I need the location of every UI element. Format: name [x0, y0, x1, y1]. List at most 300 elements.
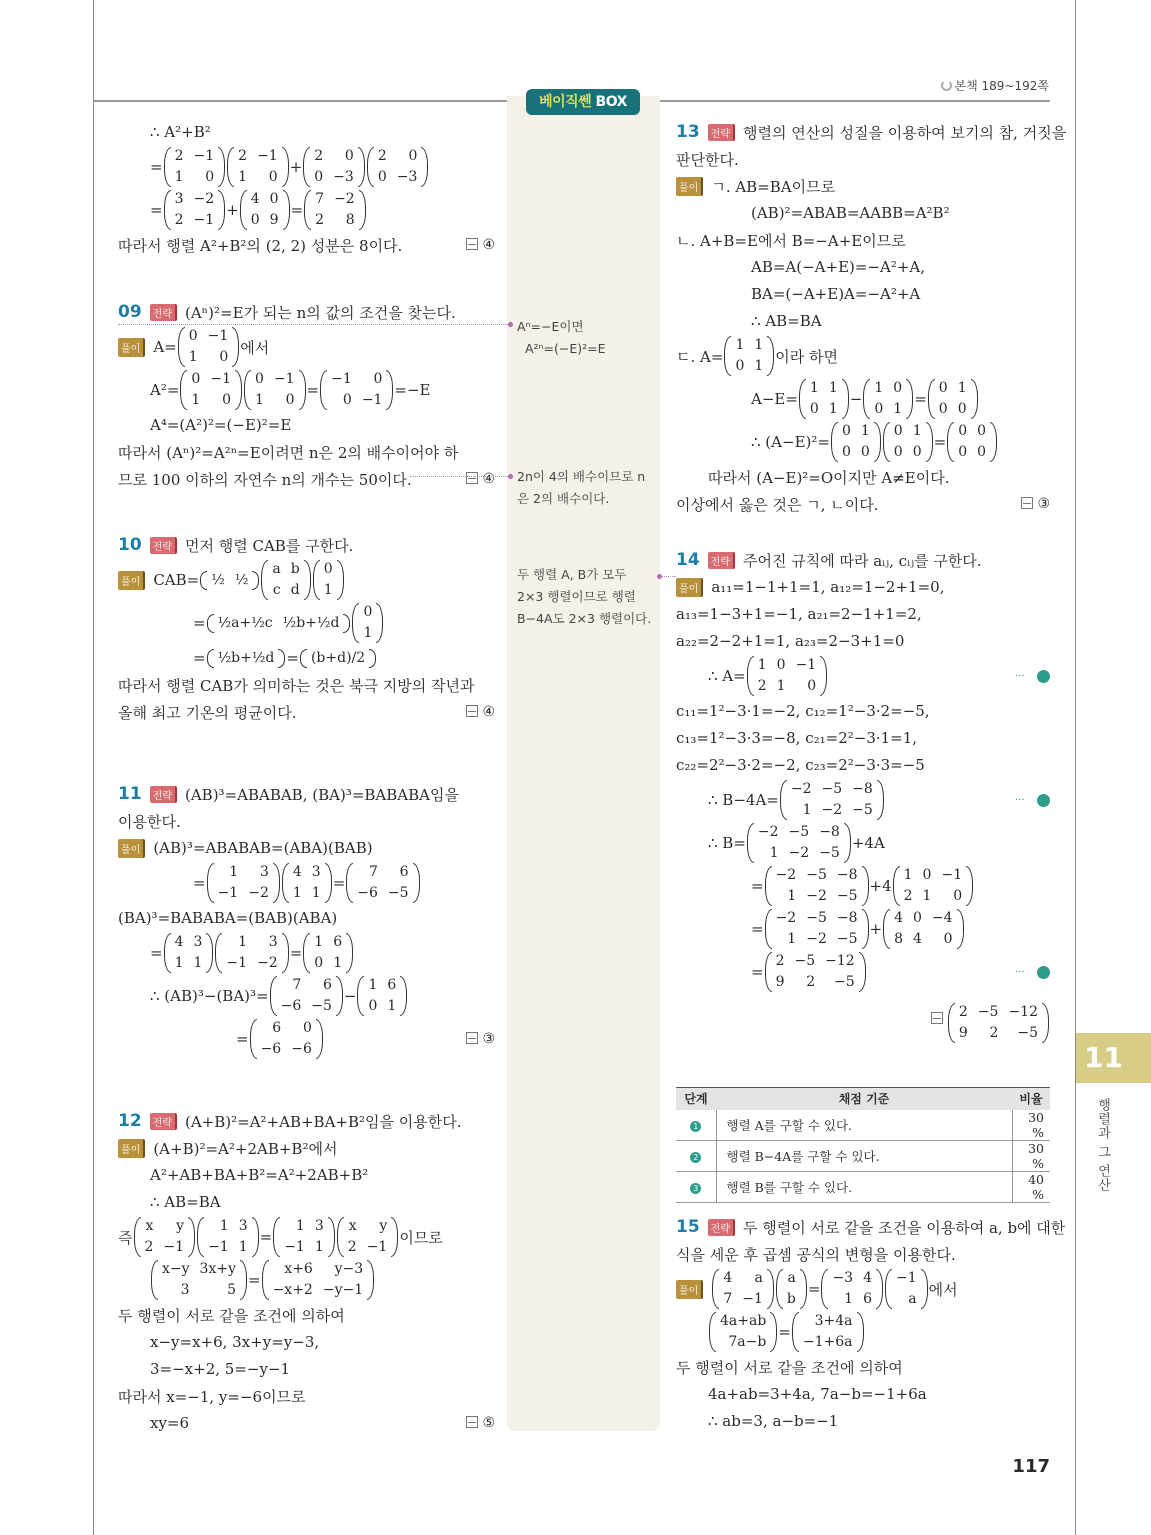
- solution-line: [676, 908, 1050, 950]
- matrix: [821, 1268, 883, 1310]
- math-text: 따라서 행렬 A²+B²의 (2, 2) 성분은 8이다.: [118, 236, 403, 255]
- math-text: =: [290, 201, 304, 219]
- matrix-entry: −1: [896, 1270, 917, 1286]
- matrix-entry: 1: [769, 845, 779, 861]
- matrix: [357, 975, 407, 1017]
- matrix-entry: 0: [957, 401, 967, 417]
- matrix-grid: [753, 655, 821, 697]
- math-text: 판단한다.: [676, 150, 739, 169]
- matrix: [799, 378, 849, 420]
- matrix: [883, 421, 933, 463]
- math-text: =: [150, 944, 163, 962]
- matrix-entry: d: [290, 582, 300, 598]
- matrix-entry: 1: [844, 1291, 854, 1307]
- matrix-entry: −1: [941, 867, 963, 883]
- matrix-entry: 1: [254, 392, 264, 408]
- matrix: [207, 648, 286, 669]
- matrix-entry: −2: [193, 191, 215, 207]
- math-text: A−E=: [751, 390, 798, 408]
- math-text: A⁴=(A²)²=(−E)²=E: [150, 416, 292, 434]
- math-text: 이상에서 옳은 것은 ㄱ, ㄴ이다.: [676, 495, 879, 514]
- problem-15: [676, 1213, 1066, 1435]
- matrix-grid: [753, 822, 845, 864]
- matrix-grid: [771, 908, 863, 950]
- score-criteria: 행렬 B를 구할 수 있다.: [716, 1171, 1012, 1202]
- matrix: [367, 146, 429, 188]
- matrix-entry: 6: [863, 1291, 872, 1307]
- matrix: [747, 822, 851, 864]
- matrix: [303, 146, 365, 188]
- solution-tag: 풀이: [118, 1139, 145, 1158]
- side-note-line: Aⁿ=−E이면: [517, 319, 584, 334]
- matrix-entry: 6: [399, 864, 409, 880]
- solution-line: [118, 1135, 495, 1161]
- step-circle: 3: [690, 1183, 701, 1194]
- matrix-entry: 0: [841, 423, 851, 439]
- math-text: =: [193, 614, 206, 632]
- matrix-entry: 0: [222, 392, 231, 408]
- answer-mark: [931, 1002, 1050, 1044]
- matrix-grid: [233, 146, 283, 188]
- matrix-entry: −1: [331, 371, 352, 387]
- matrix-entry: 0: [268, 169, 278, 185]
- matrix-entry: 4: [913, 931, 922, 947]
- strategy-tag: 전략: [150, 786, 177, 803]
- matrix-entry: 1: [754, 358, 764, 374]
- math-text: ∴ (A−E)²=: [751, 433, 830, 451]
- math-text: =: [248, 1271, 261, 1289]
- matrix-entry: 4a+ab: [720, 1313, 767, 1329]
- matrix-grid: [221, 932, 282, 974]
- math-text: ∴ A=: [708, 667, 746, 685]
- matrix-entry: 2: [144, 1239, 154, 1255]
- matrix-grid: [206, 570, 253, 591]
- matrix-grid: [934, 378, 972, 420]
- matrix-entry: 1: [238, 934, 248, 950]
- strategy-text: 먼저 행렬 CAB를 구한다.: [185, 536, 354, 555]
- matrix-entry: 1: [174, 169, 184, 185]
- matrix: [261, 559, 310, 601]
- score-step: [676, 1171, 716, 1202]
- problem-number: 12: [118, 1111, 142, 1131]
- matrix-grid: [250, 369, 300, 411]
- matrix-entry: −2: [788, 845, 810, 861]
- matrix-entry: 6: [322, 977, 332, 993]
- matrix-grid: [186, 369, 236, 411]
- score-ratio: 30 %: [1012, 1110, 1050, 1141]
- matrix-entry: 4: [863, 1270, 872, 1286]
- matrix: [831, 421, 881, 463]
- math-text: ∴ AB=BA: [751, 312, 822, 330]
- matrix-entry: −1: [284, 1239, 305, 1255]
- side-note: [517, 316, 657, 360]
- matrix-entry: 2: [377, 148, 387, 164]
- answer-icon: [931, 1012, 943, 1024]
- side-note: [517, 564, 657, 630]
- matrix: [244, 369, 306, 411]
- math-text: (BA)³=BABABA=(BAB)(ABA): [118, 909, 338, 927]
- matrix-entry: 1: [292, 885, 302, 901]
- matrix-entry: 1: [735, 337, 745, 353]
- step-marker: ··· 2: [1037, 794, 1050, 807]
- math-text: 두 행렬이 서로 같을 조건에 의하여: [118, 1306, 345, 1325]
- math-text: BA=(−A+E)A=−A²+A: [751, 285, 921, 303]
- matrix-entry: 1: [387, 998, 397, 1014]
- matrix-entry: 2: [315, 212, 325, 228]
- matrix-entry: 0: [860, 444, 870, 460]
- math-text: ㄷ. A=: [676, 347, 724, 366]
- matrix: [215, 932, 288, 974]
- matrix-grid: [170, 146, 220, 188]
- problem-number: 10: [118, 535, 142, 555]
- solution-line: [118, 1189, 495, 1215]
- solution-tag: 풀이: [676, 177, 703, 196]
- matrix-entry: −2: [757, 824, 779, 840]
- problem-number: 14: [676, 550, 700, 570]
- matrix-grid: [157, 1259, 241, 1301]
- solution-line: [676, 822, 1050, 864]
- matrix-entry: 0: [368, 998, 378, 1014]
- matrix-entry: 1: [314, 1239, 324, 1255]
- chapter-tab: 11: [1076, 1033, 1151, 1083]
- matrix: [164, 146, 226, 188]
- math-text: 즉: [118, 1228, 133, 1247]
- answer-icon: [466, 1032, 478, 1044]
- math-text: =: [150, 158, 163, 176]
- matrix-entry: −8: [819, 824, 840, 840]
- problem-heading: [118, 1108, 495, 1134]
- matrix-entry: −5: [311, 998, 332, 1014]
- problem-heading: [676, 547, 1050, 573]
- matrix-entry: 1: [957, 380, 967, 396]
- matrix-grid: [798, 1311, 858, 1353]
- math-text: =: [751, 877, 764, 895]
- scoring-table: [676, 1087, 1050, 1203]
- math-text: +4A: [851, 834, 885, 852]
- matrix-entry: 1: [757, 657, 767, 673]
- side-note-line: 2n이 4의 배수이므로 n: [517, 469, 646, 484]
- matrix: [893, 865, 973, 907]
- matrix-grid: [889, 421, 927, 463]
- math-text: a₁₁=1−1+1=1, a₁₂=1−2+1=0,: [711, 578, 945, 596]
- matrix-entry: −1: [217, 885, 239, 901]
- matrix-entry: 1: [229, 864, 239, 880]
- matrix-entry: −5: [834, 974, 855, 990]
- matrix: [207, 613, 351, 634]
- math-text: c₁₁=1²−3·1=−2, c₁₂=1²−3·2=−5,: [676, 702, 930, 720]
- math-text: 따라서 (A−E)²=O이지만 A≠E이다.: [708, 468, 950, 487]
- problem-08: [118, 118, 495, 259]
- solution-line: [676, 200, 1050, 226]
- problem-number: 09: [118, 302, 142, 322]
- matrix-entry: −8: [836, 867, 858, 883]
- matrix-grid: [170, 189, 220, 231]
- matrix-entry: 9: [775, 974, 785, 990]
- side-note-line: 두 행렬 A, B가 모두: [517, 567, 627, 582]
- math-text: A=: [153, 338, 177, 356]
- math-text: ∴ B=: [708, 834, 746, 852]
- matrix-entry: 1: [219, 1218, 229, 1234]
- matrix-entry: 4: [174, 934, 184, 950]
- matrix-grid: [326, 369, 387, 411]
- matrix-entry: 0: [958, 444, 968, 460]
- solution-tag: 풀이: [676, 1280, 703, 1299]
- math-text: =: [807, 1280, 821, 1298]
- matrix-entry: −2: [334, 191, 355, 207]
- solution-line: [118, 1410, 495, 1436]
- header-ratio: 비율: [1012, 1088, 1050, 1110]
- problem-number: 13: [676, 122, 700, 142]
- matrix-entry: ½: [234, 571, 249, 588]
- matrix-entry: −1: [273, 371, 295, 387]
- matrix-grid: [953, 421, 991, 463]
- matrix-entry: 1: [893, 401, 903, 417]
- matrix-entry: 1: [874, 380, 884, 396]
- matrix-entry: 8: [894, 931, 903, 947]
- matrix-entry: (b+d)/2: [310, 649, 366, 666]
- matrix-entry: 3x+y: [199, 1261, 236, 1277]
- matrix-entry: 0: [938, 380, 948, 396]
- problem-11: [118, 780, 495, 1061]
- matrix-entry: 0: [977, 444, 987, 460]
- note-connector: [660, 576, 676, 577]
- matrix-entry: 9: [269, 212, 279, 228]
- matrix-entry: −3: [396, 169, 418, 185]
- matrix-entry: 7: [723, 1291, 733, 1307]
- solution-line: [676, 725, 1050, 751]
- matrix-grid: [363, 975, 401, 1017]
- math-text: =: [751, 963, 764, 981]
- math-text: c₁₃=1²−3·3=−8, c₂₁=2²−3·1=1,: [676, 729, 918, 747]
- solution-line: [118, 975, 495, 1017]
- matrix: [134, 1216, 196, 1258]
- solution-line: [676, 601, 1050, 627]
- strategy-tag: 전략: [708, 552, 735, 569]
- matrix-entry: b: [290, 561, 300, 577]
- strategy-text: (A+B)²=A²+AB+BA+B²임을 이용한다.: [185, 1112, 462, 1131]
- step-circle: 1: [690, 1121, 701, 1132]
- matrix: [346, 862, 419, 904]
- solution-line: [118, 1383, 495, 1409]
- matrix-entry: 0: [922, 867, 932, 883]
- matrix: [262, 1259, 375, 1301]
- strategy-text: (AB)³=ABABAB, (BA)³=BABABA임을: [185, 785, 459, 804]
- matrix-grid: [718, 1268, 768, 1310]
- matrix-entry: 0: [408, 148, 418, 164]
- matrix-entry: −5: [836, 931, 858, 947]
- matrix-entry: y−3: [334, 1261, 364, 1277]
- math-text: (A+B)²=A²+2AB+B²에서: [153, 1139, 338, 1158]
- matrix-entry: 1: [314, 934, 324, 950]
- matrix-entry: −1+6a: [802, 1334, 853, 1350]
- math-text: a₁₃=1−3+1=−1, a₂₁=2−1+1=2,: [676, 605, 922, 623]
- math-text: ㄴ. A+B=E에서 B=−A+E이므로: [676, 231, 906, 250]
- solution-line: [676, 1241, 1050, 1267]
- solution-line: [118, 1329, 495, 1355]
- problem-13: [676, 118, 1067, 518]
- matrix-entry: 1: [323, 582, 333, 598]
- matrix: [282, 862, 332, 904]
- math-text: =: [933, 433, 947, 451]
- math-text: ∴ ab=3, a−b=−1: [708, 1412, 839, 1430]
- math-text: A²+AB+BA+B²=A²+2AB+B²: [150, 1166, 369, 1184]
- matrix-entry: −1: [163, 1239, 185, 1255]
- math-text: +: [289, 158, 303, 176]
- matrix-grid: [276, 975, 337, 1017]
- matrix-grid: [213, 613, 345, 634]
- matrix-entry: a: [272, 561, 281, 577]
- solution-line: [118, 672, 495, 698]
- matrix-grid: [837, 421, 875, 463]
- matrix-entry: 5: [227, 1282, 236, 1298]
- matrix-entry: −6: [357, 885, 378, 901]
- matrix: [776, 1268, 807, 1310]
- problem-heading: [118, 781, 495, 807]
- page-number: 117: [1012, 1456, 1050, 1477]
- matrix-entry: 2: [757, 678, 767, 694]
- matrix-entry: −1: [207, 328, 229, 344]
- matrix: [780, 779, 884, 821]
- matrix: [164, 932, 214, 974]
- matrix-entry: c: [272, 582, 281, 598]
- matrix: [227, 146, 289, 188]
- matrix: [151, 1259, 247, 1301]
- matrix-entry: 1: [828, 401, 838, 417]
- math-text: +: [226, 201, 239, 219]
- math-text: =: [751, 920, 764, 938]
- matrix-entry: −x+2: [272, 1282, 313, 1298]
- reference-icon: [941, 80, 952, 91]
- solution-line: [118, 835, 495, 861]
- matrix-entry: 7a−b: [728, 1334, 767, 1350]
- matrix: [164, 189, 226, 231]
- strategy-text: (Aⁿ)²=E가 되는 n의 값의 조건을 찾는다.: [185, 303, 456, 322]
- answer-icon: [466, 705, 478, 717]
- solution-line: [676, 865, 1050, 907]
- matrix: [180, 369, 242, 411]
- matrix-entry: 0: [958, 423, 968, 439]
- matrix: [303, 932, 353, 974]
- matrix-entry: 4: [723, 1270, 733, 1286]
- score-ratio: 40 %: [1012, 1171, 1050, 1202]
- matrix-entry: 0: [342, 392, 352, 408]
- matrix-entry: 0: [874, 401, 884, 417]
- math-text: ㄱ. AB=BA이므로: [711, 177, 836, 196]
- matrix: [863, 378, 913, 420]
- matrix: [352, 602, 383, 644]
- matrix-entry: 1: [809, 380, 819, 396]
- matrix-entry: −8: [836, 910, 858, 926]
- textbook-reference: 본책 189~192쪽: [941, 77, 1049, 94]
- page-right-border: [1075, 0, 1076, 1535]
- matrix-entry: 0: [809, 401, 819, 417]
- matrix-entry: −12: [1008, 1004, 1038, 1020]
- strategy-text: 행렬의 연산의 성질을 이용하여 보기의 참, 거짓을: [743, 123, 1067, 142]
- solution-tag: 풀이: [676, 578, 703, 597]
- solution-line: [676, 1354, 1050, 1380]
- solution-line: [118, 1259, 495, 1301]
- matrix-entry: 7: [369, 864, 378, 880]
- score-row: [676, 1171, 1050, 1202]
- solution-line: [676, 752, 1050, 778]
- matrix-entry: 1: [368, 977, 378, 993]
- solution-line: [118, 1018, 495, 1060]
- matrix-entry: 0: [344, 148, 354, 164]
- solution-line: [118, 232, 495, 258]
- matrix-entry: −2: [257, 955, 278, 971]
- math-text: =: [236, 1030, 249, 1048]
- solution-line: [676, 491, 1050, 517]
- math-text: −: [343, 987, 357, 1005]
- solution-line: [676, 574, 1050, 600]
- matrix: [709, 1311, 777, 1353]
- matrix-entry: 9: [958, 1025, 968, 1041]
- matrix-entry: −3: [832, 1270, 854, 1286]
- matrix-entry: −1: [742, 1291, 763, 1307]
- matrix-entry: 4: [894, 910, 903, 926]
- matrix-entry: 0: [735, 358, 745, 374]
- matrix-grid: [288, 862, 326, 904]
- matrix-entry: 3: [311, 864, 321, 880]
- basic-box-badge: 베이직쎈 BOX: [526, 89, 640, 115]
- solution-line: [118, 146, 495, 188]
- matrix-grid: [213, 648, 280, 669]
- solution-line: [118, 326, 495, 368]
- matrix-entry: 0: [912, 444, 922, 460]
- matrix-entry: 3: [268, 934, 278, 950]
- strategy-text: 주어진 규칙에 따라 aᵢⱼ, cᵢⱼ를 구한다.: [743, 551, 982, 570]
- problem-heading: [118, 299, 495, 325]
- solution-line: [118, 699, 495, 725]
- math-text: 이용한다.: [118, 812, 181, 831]
- matrix-entry: 3+4a: [814, 1313, 853, 1329]
- solution-line: [676, 1268, 1050, 1310]
- basic-box-column: [507, 96, 660, 1431]
- note-connector: [410, 476, 510, 477]
- matrix-entry: 0: [269, 191, 279, 207]
- matrix-grid: [267, 559, 304, 601]
- matrix: [765, 908, 869, 950]
- math-text: ∴ B−4A=: [708, 791, 779, 809]
- matrix-entry: 1: [333, 955, 343, 971]
- matrix-entry: y: [379, 1218, 388, 1234]
- solution-line: [118, 1162, 495, 1188]
- strategy-tag: 전략: [708, 1219, 735, 1236]
- matrix-grid: [352, 862, 413, 904]
- matrix-grid: [319, 559, 338, 601]
- matrix-grid: [309, 932, 347, 974]
- math-text: =: [778, 1323, 791, 1341]
- solution-line: [676, 994, 1050, 1044]
- solution-line: [676, 698, 1050, 724]
- matrix-entry: 6: [272, 1020, 282, 1036]
- page-left-border: [93, 0, 94, 1535]
- solution-line: [118, 439, 495, 465]
- matrix-entry: 0: [188, 328, 198, 344]
- matrix-entry: 0: [893, 423, 903, 439]
- matrix-entry: −5: [806, 867, 827, 883]
- matrix-entry: −2: [806, 931, 827, 947]
- math-text: =: [306, 381, 320, 399]
- side-note-line: 은 2의 배수이다.: [517, 491, 610, 506]
- side-note-line: B−4A도 2×3 행렬이다.: [517, 611, 652, 626]
- answer-value: ④: [482, 237, 495, 253]
- matrix-entry: 1: [295, 1218, 305, 1234]
- matrix-entry: 1: [238, 169, 248, 185]
- matrix: [304, 189, 366, 231]
- matrix-entry: 0: [285, 392, 295, 408]
- solution-line: [676, 335, 1050, 377]
